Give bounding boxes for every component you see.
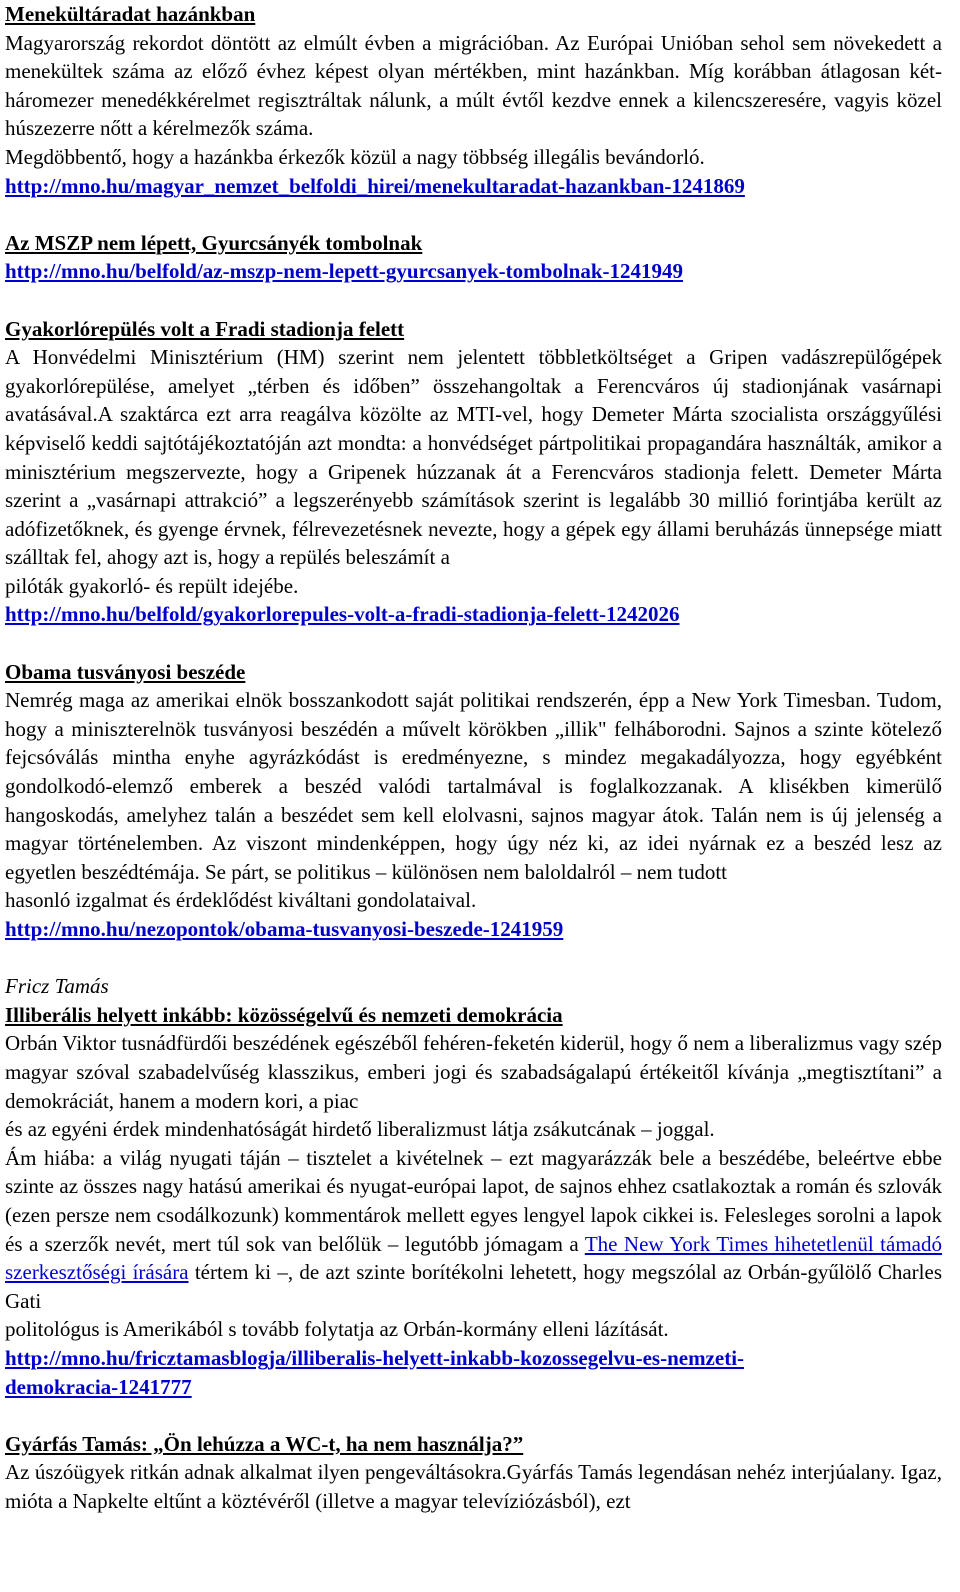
inline-article-link[interactable]: The New York Times hihetetlenül támadó szerkesztőségi írására	[5, 1231, 942, 1285]
article-body-last-line: hasonló izgalmat és érdeklődést kiváltani gondolataival.	[5, 888, 477, 913]
spacer	[5, 1401, 942, 1430]
article-link-line-2[interactable]: demokracia-1241777	[5, 1374, 192, 1399]
article-title: Menekültáradat hazánkban	[5, 2, 256, 26]
spacer	[5, 944, 942, 973]
article-body-last-line: pilóták gyakorló- és repült idejébe.	[5, 573, 299, 598]
article-link[interactable]: http://mno.hu/belfold/gyakorlorepules-volt-a-fradi-stadionja-felett-1242026	[5, 602, 680, 627]
article-title: Gyakorlórepülés volt a Fradi stadionja felett	[5, 316, 405, 341]
spacer	[5, 629, 942, 658]
spacer	[5, 200, 942, 229]
article-paragraph-1-last-line: és az egyéni érdek mindenhatóságát hirdető liberalizmust látja zsákutcának – joggal.	[5, 1117, 715, 1142]
article-paragraph-2	[5, 1144, 942, 1316]
spacer	[5, 286, 942, 315]
paragraph-text: Ám hiába: a világ nyugati táján – tisztelet a kivételnek – ezt magyarázzák bele a beszédébe, beleértve ebbe szinte az összes nagy hatású amerikai és nyugat-európai lapot, de sajnos ehhez csatlakoztak a román és szlovák (ezen persze nem csodálkozunk) kommentárok mellett egyes lengyel lapok cikkei is. Felesleges sorolni a lapok és a szerzők nevét, mert túl sok van belőlük – legutóbb jómagam a	[5, 1145, 942, 1256]
article-body: Magyarország rekordot döntött az elmúlt évben a migrációban. Az Európai Unióban sehol sem növekedett a menekültek száma az előző évhez képest olyan mértékben, mint hazánkban. Míg korábban átlagosan két-háromezer menedékkérelmet regisztráltak nálunk, a múlt évtől kezdve ennek a kilencszeresére, vagyis közel húszezerre nőtt a kérelmezők száma.	[5, 30, 942, 141]
article-title: Obama tusványosi beszéde	[5, 659, 246, 684]
article-paragraph-1: Orbán Viktor tusnádfürdői beszédének egészéből fehéren-feketén kiderül, hogy ő nem a liberalizmus vagy szép magyar szóval szabadelvűség klasszikus, emberi jogi és szabadságalapú értékeitől kívánja „megtisztítani” a demokráciát, hanem a modern kori, a piac	[5, 1031, 942, 1113]
article-link[interactable]: http://mno.hu/magyar_nemzet_belfoldi_hirei/menekultaradat-hazankban-1241869	[5, 173, 745, 198]
article-link-line-1[interactable]: http://mno.hu/fricztamasblogja/illiberalis-helyett-inkabb-kozossegelvu-es-nemzeti-	[5, 1345, 745, 1370]
article-body: A Honvédelmi Minisztérium (HM) szerint nem jelentett többletköltséget a Gripen vadászrepülőgépek gyakorlórepülése, amelyet „térben és időben” összehangoltak a Ferencváros új stadionjának vasárnapi avatásával.A szaktárca ezt arra reagálva közölte az MTI-vel, hogy Demeter Márta szocialista országgyűlési képviselő keddi sajtótájékoztatóján azt mondta: a honvédséget pártpolitikai propagandára használták, amikor a minisztérium megszervezte, hogy a Gripenek húzzanak át a Ferencváros stadionja felett. Demeter Márta szerint a „vasárnapi attrakció” a legszerényebb számítások szerint is legalább 30 millió forintjába került az adófizetőknek, és gyenge érvnek, félrevezetésnek nevezte, hogy a gépek egy állami beruházás ünnepsége miatt szálltak fel, ahogy azt is, hogy a repülés beleszámít a	[5, 345, 942, 570]
article-paragraph-2-last-line: politológus is Amerikából s tovább folytatja az Orbán-kormány elleni lázítását.	[5, 1317, 669, 1342]
article-title: Gyárfás Tamás: „Ön lehúzza a WC-t, ha nem használja?”	[5, 1431, 524, 1456]
article-body-last-line: Megdöbbentő, hogy a hazánkba érkezők közül a nagy többség illegális bevándorló.	[5, 144, 705, 169]
article-link[interactable]: http://mno.hu/nezopontok/obama-tusvanyosi-beszede-1241959	[5, 917, 564, 941]
article-author: Fricz Tamás	[5, 974, 109, 999]
article-title: Az MSZP nem lépett, Gyurcsányék tombolnak	[5, 230, 423, 255]
article-body: Az úszóügyek ritkán adnak alkalmat ilyen pengeváltásokra.Gyárfás Tamás legendásan nehéz interjúalany. Igaz, mióta a Napkelte eltűnt a köztévéről (illetve a magyar televíziózásból), ezt	[5, 1460, 942, 1513]
article-title: Illiberális helyett inkább: közösségelvű és nemzeti demokrácia	[5, 1002, 563, 1027]
paragraph-text: tértem ki –, de azt szinte borítékolni lehetett, hogy megszólal az Orbán-gyűlölő Charles Gati	[5, 1260, 943, 1313]
article-body: Nemrég maga az amerikai elnök bosszankodott saját politikai rendszerén, épp a New York Timesban. Tudom, hogy a miniszterelnök tusványosi beszédén a művelt körökben „illik" felháborodni. Sajnos a szinte kötelező fejcsóválás mintha enyhe agyrázkódást is eredményezne, s mindez megakadályozza, hogy egyébként gondolkodó-elemző emberek a beszéd valódi tartalmával is foglalkozzanak. A klisékben kimerülő hangoskodás, amelyhez talán a beszédet sem kell elolvasni, sajnos magyar átok. Talán nem is új jelenség a magyar történelemben. Az viszont mindenképpen, hogy úgy néz ki, az idei nyárnak ez a beszéd lesz az egyetlen beszédtémája. Se párt, se politikus – különösen nem baloldalról – nem tudott	[5, 688, 942, 884]
article-link[interactable]: http://mno.hu/belfold/az-mszp-nem-lepett-gyurcsanyek-tombolnak-1241949	[5, 259, 684, 284]
